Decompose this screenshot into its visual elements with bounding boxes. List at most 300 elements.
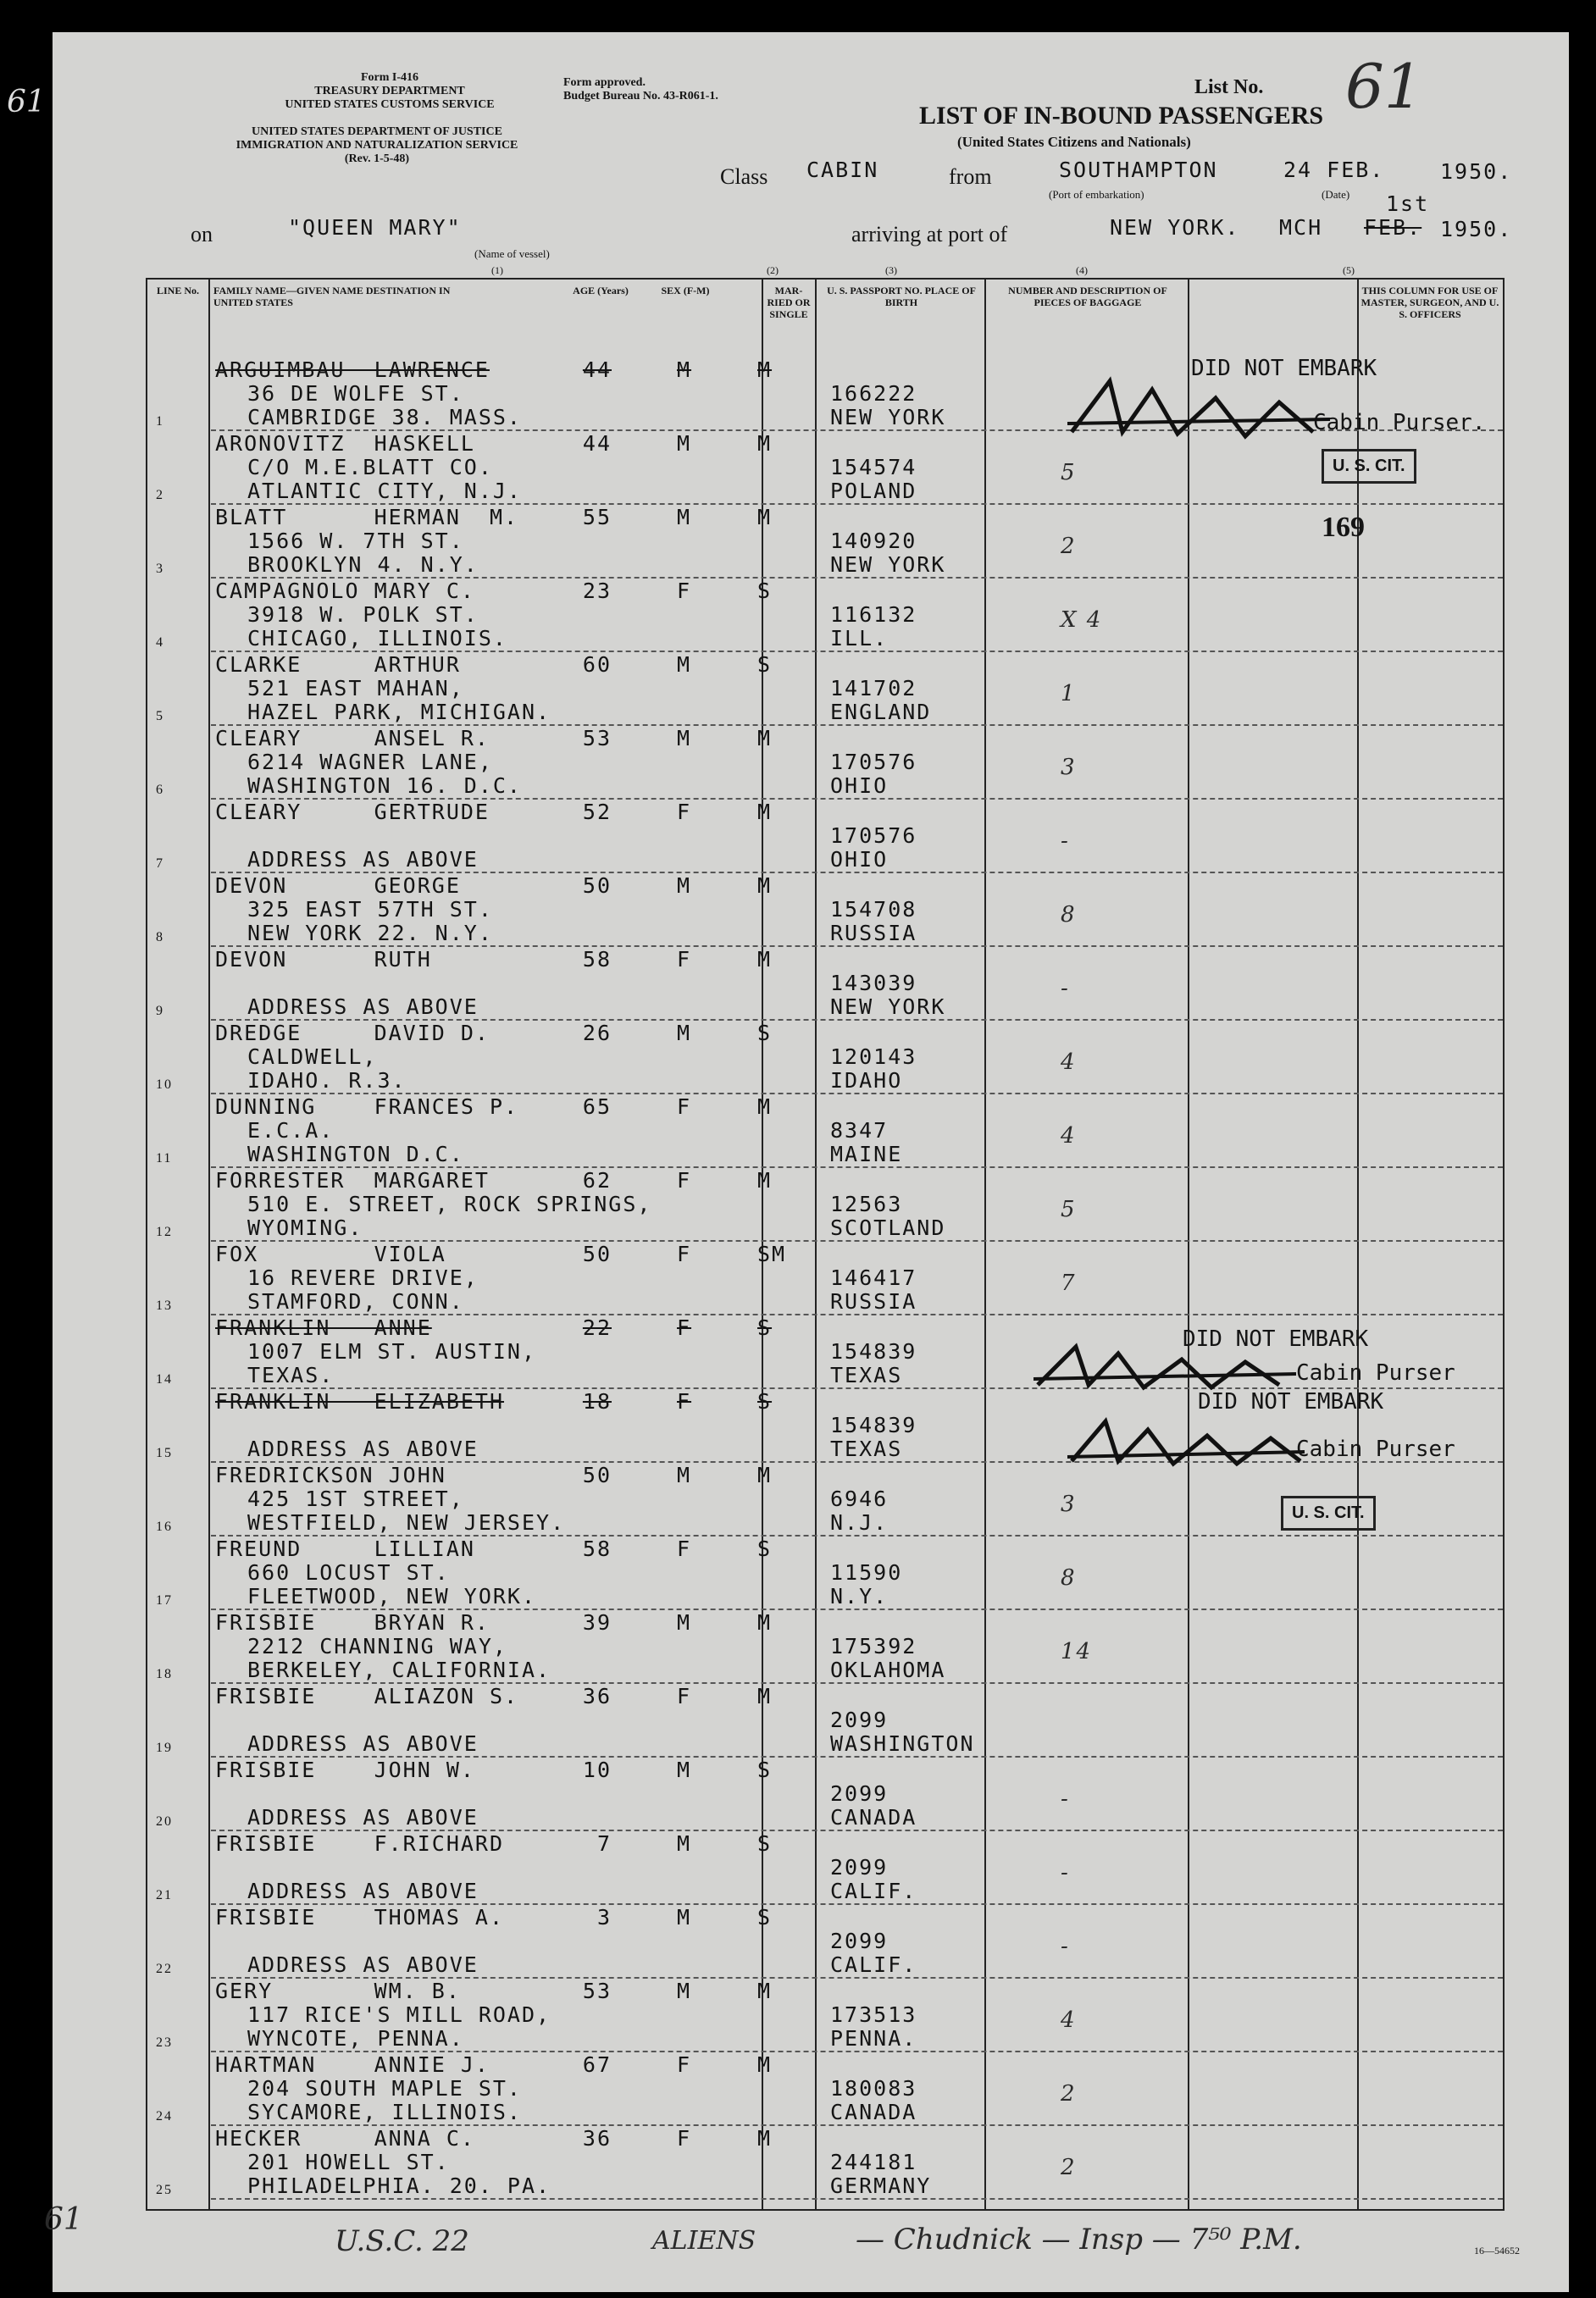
address-line-2: ATLANTIC CITY, N.J. — [247, 479, 522, 503]
passenger-age: 52 — [582, 800, 612, 824]
passenger-age: 23 — [582, 579, 612, 603]
line-number: 23 — [156, 2035, 173, 2050]
page-subtitle: (United States Citizens and Nationals) — [957, 134, 1191, 150]
line-number: 13 — [156, 1299, 173, 1313]
passenger-age: 50 — [582, 873, 612, 898]
baggage-count: 8 — [1061, 902, 1077, 928]
justice-block — [191, 125, 563, 166]
place-of-birth: OKLAHOMA — [830, 1658, 946, 1682]
baggage-count: 4 — [1061, 1123, 1077, 1149]
arrival-year-value: 1950. — [1440, 217, 1513, 241]
passenger-name: CLEARY ANSEL R. — [215, 726, 490, 750]
baggage-count: 2 — [1061, 2155, 1077, 2180]
address-line-2: PHILADELPHIA. 20. PA. — [247, 2173, 551, 2198]
passenger-sex: F — [677, 1315, 692, 1340]
ins-label: IMMIGRATION AND NATURALIZATION SERVICE — [236, 139, 518, 152]
baggage-count: 5 — [1061, 1197, 1077, 1222]
passenger-sex: M — [677, 431, 692, 456]
passenger-name: FREUND LILLIAN — [215, 1537, 475, 1561]
address-line-1: 521 EAST MAHAN, — [247, 676, 464, 700]
column-number-1: (1) — [491, 264, 503, 276]
purser-note: Cabin Purser — [1296, 1360, 1455, 1386]
passport-number: 143039 — [830, 971, 917, 995]
marital-status: S — [757, 1831, 773, 1856]
address-line-2: STAMFORD, CONN. — [247, 1289, 464, 1314]
marital-status: M — [757, 873, 773, 898]
baggage-count: - — [1061, 976, 1070, 1001]
marital-status: M — [757, 1094, 773, 1119]
baggage-count: 4 — [1061, 2007, 1077, 2033]
table-row — [147, 1168, 1503, 1242]
treasury-label: TREASURY DEPARTMENT — [314, 85, 465, 97]
marital-status: M — [757, 505, 773, 529]
passenger-name: BLATT HERMAN M. — [215, 505, 519, 529]
address-line-2: TEXAS. — [247, 1363, 335, 1387]
address-line-1: 16 REVERE DRIVE, — [247, 1265, 479, 1290]
marital-status: M — [757, 1979, 773, 2003]
line-number: 3 — [156, 562, 164, 576]
passport-number: 11590 — [830, 1560, 903, 1585]
marital-status: M — [757, 357, 773, 382]
table-row — [147, 579, 1503, 652]
marital-status: M — [757, 726, 773, 750]
table-row — [147, 1905, 1503, 1979]
line-number: 15 — [156, 1446, 173, 1460]
passenger-age: 26 — [582, 1021, 612, 1045]
line-number: 25 — [156, 2183, 173, 2197]
passenger-name: FOX VIOLA — [215, 1242, 446, 1266]
passenger-rows — [147, 357, 1503, 2204]
us-citizen-stamp: U. S. CIT. — [1281, 1496, 1376, 1531]
passport-number: 154574 — [830, 455, 917, 479]
line-number: 12 — [156, 1225, 173, 1239]
address-line-2: ADDRESS AS ABOVE — [247, 1805, 479, 1830]
passenger-sex: M — [677, 1021, 692, 1045]
marital-status: S — [757, 579, 773, 603]
line-number: 1 — [156, 414, 164, 429]
table-row — [147, 2052, 1503, 2126]
place-of-birth: MAINE — [830, 1142, 903, 1166]
passenger-age: 36 — [582, 2126, 612, 2151]
baggage-count: 2 — [1061, 534, 1077, 559]
header-married: MAR-RIED OR SINGLE — [767, 285, 811, 320]
signature-mark — [1059, 373, 1338, 449]
line-number: 10 — [156, 1077, 173, 1092]
passenger-name: DEVON GEORGE — [215, 873, 461, 898]
margin-note-bottom: 61 — [44, 2202, 83, 2237]
address-line-2: WASHINGTON 16. D.C. — [247, 773, 522, 798]
punch-hole — [8, 625, 49, 666]
punch-hole — [8, 1133, 49, 1174]
not-embarked-note: DID NOT EMBARK — [1183, 1326, 1369, 1352]
baggage-count: 1 — [1061, 681, 1077, 706]
passport-number: 154839 — [830, 1413, 917, 1437]
place-of-birth: CALIF. — [830, 1879, 917, 1903]
place-of-birth: N.Y. — [830, 1584, 889, 1609]
from-label: from — [949, 164, 992, 189]
punch-hole — [8, 2099, 49, 2140]
passenger-age: 44 — [582, 357, 612, 382]
passenger-name: FRISBIE THOMAS A. — [215, 1905, 505, 1930]
address-line-2: IDAHO. R.3. — [247, 1068, 407, 1093]
class-value: CABIN — [806, 158, 879, 182]
passenger-sex: M — [677, 505, 692, 529]
baggage-count: 3 — [1061, 1492, 1077, 1517]
table-row — [147, 1979, 1503, 2052]
table-row — [147, 1537, 1503, 1610]
header-family-name: FAMILY NAME—GIVEN NAME DESTINATION IN UNITED STATES — [213, 285, 451, 308]
table-row — [147, 1610, 1503, 1684]
signature-mark — [1059, 1415, 1313, 1474]
place-of-birth: SCOTLAND — [830, 1215, 946, 1240]
address-line-1: 201 HOWELL ST. — [247, 2150, 450, 2174]
address-line-2: WYOMING. — [247, 1215, 363, 1240]
passenger-age: 7 — [596, 1831, 612, 1856]
place-of-birth: NEW YORK — [830, 405, 946, 429]
arriving-label: arriving at port of — [851, 222, 1008, 246]
passport-number: 2099 — [830, 1929, 889, 1953]
passenger-table — [146, 278, 1505, 2211]
marital-status: M — [757, 800, 773, 824]
passenger-sex: F — [677, 1537, 692, 1561]
address-line-1: 3918 W. POLK ST. — [247, 602, 479, 627]
passport-number: 170576 — [830, 750, 917, 774]
passenger-sex: M — [677, 873, 692, 898]
address-line-2: WESTFIELD, NEW JERSEY. — [247, 1510, 566, 1535]
passenger-sex: F — [677, 947, 692, 972]
marital-status: S — [757, 1389, 773, 1414]
table-row — [147, 800, 1503, 873]
passenger-sex: F — [677, 2052, 692, 2077]
passenger-sex: M — [677, 1831, 692, 1856]
punch-hole — [8, 227, 49, 268]
place-of-birth: WASHINGTON — [830, 1731, 975, 1756]
passenger-name: CLARKE ARTHUR — [215, 652, 461, 677]
revision-label: (Rev. 1-5-48) — [344, 152, 410, 165]
footer-usc-count: U.S.C. 22 — [335, 2224, 469, 2258]
passport-number: 116132 — [830, 602, 917, 627]
customs-label: UNITED STATES CUSTOMS SERVICE — [285, 98, 495, 111]
address-line-1: 204 SOUTH MAPLE ST. — [247, 2076, 522, 2101]
header-sex: SEX (F-M) — [661, 285, 710, 296]
marital-status: S — [757, 1537, 773, 1561]
passenger-sex: M — [677, 1905, 692, 1930]
passenger-age: 44 — [582, 431, 612, 456]
vessel-caption: (Name of vessel) — [474, 247, 550, 260]
marital-status: S — [757, 652, 773, 677]
passenger-age: 60 — [582, 652, 612, 677]
passenger-age: 50 — [582, 1242, 612, 1266]
baggage-count: - — [1061, 1786, 1070, 1812]
passenger-sex: M — [677, 1463, 692, 1487]
marital-status: M — [757, 947, 773, 972]
passenger-name: FRISBIE BRYAN R. — [215, 1610, 490, 1635]
table-row — [147, 2126, 1503, 2200]
address-line-2: BERKELEY, CALIFORNIA. — [247, 1658, 551, 1682]
port-caption: (Port of embarkation) — [1049, 188, 1144, 201]
header-passport: U. S. PASSPORT NO. PLACE OF BIRTH — [827, 285, 976, 308]
passenger-sex: F — [677, 800, 692, 824]
justice-label: UNITED STATES DEPARTMENT OF JUSTICE — [252, 125, 502, 138]
place-of-birth: PENNA. — [830, 2026, 917, 2051]
address-line-1: 117 RICE'S MILL ROAD, — [247, 2002, 551, 2027]
passenger-age: 39 — [582, 1610, 612, 1635]
port-value: SOUTHAMPTON — [1059, 158, 1218, 182]
line-number: 19 — [156, 1741, 173, 1755]
line-number: 18 — [156, 1667, 173, 1681]
marital-status: M — [757, 2126, 773, 2151]
table-row — [147, 1021, 1503, 1094]
line-number: 22 — [156, 1962, 173, 1976]
passenger-age: 50 — [582, 1463, 612, 1487]
table-row — [147, 873, 1503, 947]
class-label: Class — [720, 164, 768, 189]
footer-inspector-signature: — Chudnick — Insp — 7⁵⁰ P.M. — [856, 2223, 1302, 2256]
arrival-correction: 1st — [1386, 191, 1430, 216]
address-line-1: 660 LOCUST ST. — [247, 1560, 450, 1585]
not-embarked-note: DID NOT EMBARK — [1198, 1389, 1384, 1415]
column-number-5: (5) — [1343, 264, 1355, 276]
header-age: AGE (Years) — [573, 285, 629, 296]
date-caption: (Date) — [1322, 188, 1350, 201]
passenger-sex: M — [677, 652, 692, 677]
form-agency-block — [280, 71, 500, 112]
row-divider — [211, 2198, 1503, 2200]
place-of-birth: OHIO — [830, 773, 889, 798]
passport-number: 173513 — [830, 2002, 917, 2027]
place-of-birth: IDAHO — [830, 1068, 903, 1093]
passenger-age: 67 — [582, 2052, 612, 2077]
passenger-age: 10 — [582, 1758, 612, 1782]
passenger-name: DEVON RUTH — [215, 947, 432, 972]
passenger-name: DREDGE DAVID D. — [215, 1021, 490, 1045]
passenger-age: 65 — [582, 1094, 612, 1119]
marital-status: M — [757, 1463, 773, 1487]
line-number: 5 — [156, 709, 164, 723]
table-row — [147, 505, 1503, 579]
passenger-age: 18 — [582, 1389, 612, 1414]
address-line-1: 6214 WAGNER LANE, — [247, 750, 493, 774]
baggage-count: - — [1061, 1860, 1070, 1885]
passenger-name: FREDRICKSON JOHN — [215, 1463, 446, 1487]
place-of-birth: RUSSIA — [830, 1289, 917, 1314]
baggage-count: 4 — [1061, 1049, 1077, 1075]
baggage-count: - — [1061, 828, 1070, 854]
place-of-birth: TEXAS — [830, 1437, 903, 1461]
passenger-name: CAMPAGNOLO MARY C. — [215, 579, 475, 603]
address-line-2: WYNCOTE, PENNA. — [247, 2026, 464, 2051]
address-line-2: HAZEL PARK, MICHIGAN. — [247, 700, 551, 724]
line-number: 2 — [156, 488, 164, 502]
header-officers: THIS COLUMN FOR USE OF MASTER, SURGEON, AND U. S. OFFICERS — [1360, 285, 1499, 320]
address-line-2: CAMBRIDGE 38. MASS. — [247, 405, 522, 429]
passport-number: 180083 — [830, 2076, 917, 2101]
address-line-2: CHICAGO, ILLINOIS. — [247, 626, 507, 651]
passenger-age: 53 — [582, 1979, 612, 2003]
table-row — [147, 1242, 1503, 1315]
approval-block — [563, 76, 718, 103]
passenger-count: 169 — [1322, 512, 1365, 543]
passenger-age: 62 — [582, 1168, 612, 1193]
passport-number: 154839 — [830, 1339, 917, 1364]
header-line-no: LINE No. — [156, 285, 199, 296]
header-baggage: NUMBER AND DESCRIPTION OF PIECES OF BAGGAGE — [1008, 285, 1167, 308]
place-of-birth: CALIF. — [830, 1952, 917, 1977]
address-line-2: ADDRESS AS ABOVE — [247, 1731, 479, 1756]
passport-number: 141702 — [830, 676, 917, 700]
baggage-count: - — [1061, 1934, 1070, 1959]
passport-number: 175392 — [830, 1634, 917, 1658]
punch-hole — [8, 1625, 49, 1665]
baggage-count: 2 — [1061, 2081, 1077, 2107]
passenger-name: FRISBIE F.RICHARD — [215, 1831, 505, 1856]
passenger-sex: F — [677, 1168, 692, 1193]
passenger-age: 36 — [582, 1684, 612, 1708]
table-row — [147, 1684, 1503, 1758]
table-row — [147, 1758, 1503, 1831]
address-line-1: 1566 W. 7TH ST. — [247, 529, 464, 553]
address-line-1: 510 E. STREET, ROCK SPRINGS, — [247, 1192, 652, 1216]
baggage-count: 14 — [1061, 1639, 1093, 1664]
line-number: 14 — [156, 1372, 173, 1387]
line-number: 9 — [156, 1004, 164, 1018]
table-row — [147, 947, 1503, 1021]
passport-number: 244181 — [830, 2150, 917, 2174]
signature-mark — [1025, 1338, 1305, 1398]
passenger-sex: M — [677, 726, 692, 750]
line-number: 24 — [156, 2109, 173, 2124]
passenger-sex: F — [677, 1684, 692, 1708]
passenger-name: HECKER ANNA C. — [215, 2126, 475, 2151]
table-row — [147, 1094, 1503, 1168]
passenger-sex: F — [677, 2126, 692, 2151]
passport-number: 146417 — [830, 1265, 917, 1290]
baggage-count: 5 — [1061, 460, 1077, 485]
baggage-count: 7 — [1061, 1271, 1077, 1296]
passport-number: 8347 — [830, 1118, 889, 1143]
place-of-birth: RUSSIA — [830, 921, 917, 945]
arrival-port-value: NEW YORK. — [1110, 215, 1240, 240]
line-number: 11 — [156, 1151, 173, 1166]
line-number: 16 — [156, 1520, 173, 1534]
passenger-name: DUNNING FRANCES P. — [215, 1094, 519, 1119]
passport-number: 2099 — [830, 1708, 889, 1732]
place-of-birth: CANADA — [830, 1805, 917, 1830]
marital-status: S — [757, 1758, 773, 1782]
purser-note: Cabin Purser. — [1313, 410, 1486, 435]
column-number-3: (3) — [885, 264, 897, 276]
not-embarked-note: DID NOT EMBARK — [1191, 356, 1377, 381]
punch-hole — [8, 422, 49, 462]
page-title: LIST OF IN-BOUND PASSENGERS — [919, 102, 1324, 130]
table-row — [147, 1831, 1503, 1905]
place-of-birth: NEW YORK — [830, 552, 946, 577]
footer-aliens: ALIENS — [652, 2226, 756, 2256]
passenger-name: FRANKLIN ANNE — [215, 1315, 432, 1340]
passenger-age: 53 — [582, 726, 612, 750]
address-line-2: ADDRESS AS ABOVE — [247, 1952, 479, 1977]
marital-status: S — [757, 1315, 773, 1340]
passport-number: 2099 — [830, 1781, 889, 1806]
passenger-age: 58 — [582, 947, 612, 972]
place-of-birth: TEXAS — [830, 1363, 903, 1387]
us-citizen-stamp: U. S. CIT. — [1322, 449, 1416, 484]
passenger-name: ARGUIMBAU LAWRENCE — [215, 357, 490, 382]
address-line-2: BROOKLYN 4. N.Y. — [247, 552, 479, 577]
marital-status: S — [757, 1905, 773, 1930]
passenger-sex: M — [677, 1979, 692, 2003]
passenger-age: 55 — [582, 505, 612, 529]
passenger-name: GERY WM. B. — [215, 1979, 461, 2003]
list-no-value: 61 — [1345, 51, 1423, 122]
line-number: 21 — [156, 1888, 173, 1902]
passport-number: 170576 — [830, 823, 917, 848]
address-line-2: FLEETWOOD, NEW YORK. — [247, 1584, 537, 1609]
column-number-2: (2) — [767, 264, 779, 276]
address-line-2: ADDRESS AS ABOVE — [247, 1879, 479, 1903]
column-number-4: (4) — [1076, 264, 1088, 276]
passenger-name: FRISBIE ALIAZON S. — [215, 1684, 519, 1708]
address-line-2: ADDRESS AS ABOVE — [247, 994, 479, 1019]
place-of-birth: NEW YORK — [830, 994, 946, 1019]
address-line-2: ADDRESS AS ABOVE — [247, 847, 479, 872]
passenger-name: FRANKLIN ELIZABETH — [215, 1389, 505, 1414]
address-line-1: 2212 CHANNING WAY, — [247, 1634, 507, 1658]
address-line-1: 36 DE WOLFE ST. — [247, 381, 464, 406]
table-row — [147, 726, 1503, 800]
list-no-label: List No. — [1194, 76, 1264, 98]
passport-number: 12563 — [830, 1192, 903, 1216]
address-line-2: NEW YORK 22. N.Y. — [247, 921, 493, 945]
passenger-sex: F — [677, 1389, 692, 1414]
line-number: 20 — [156, 1814, 173, 1829]
purser-note: Cabin Purser — [1296, 1437, 1455, 1462]
budget-label: Budget Bureau No. 43-R061-1. — [563, 90, 718, 102]
place-of-birth: ENGLAND — [830, 700, 932, 724]
marital-status: S — [757, 1021, 773, 1045]
passenger-name: ARONOVITZ HASKELL — [215, 431, 475, 456]
passenger-name: CLEARY GERTRUDE — [215, 800, 490, 824]
address-line-2: ADDRESS AS ABOVE — [247, 1437, 479, 1461]
arrival-date-value: MCH — [1279, 215, 1323, 240]
passenger-age: 22 — [582, 1315, 612, 1340]
passenger-age: 58 — [582, 1537, 612, 1561]
passenger-sex: F — [677, 579, 692, 603]
passport-number: 6946 — [830, 1487, 889, 1511]
passport-number: 120143 — [830, 1044, 917, 1069]
passenger-age: 3 — [596, 1905, 612, 1930]
passenger-name: FRISBIE JOHN W. — [215, 1758, 475, 1782]
address-line-1: 425 1ST STREET, — [247, 1487, 464, 1511]
baggage-count: 8 — [1061, 1565, 1077, 1591]
marital-status: M — [757, 1610, 773, 1635]
margin-note-top: 61 — [7, 85, 46, 119]
marital-status: M — [757, 431, 773, 456]
place-of-birth: POLAND — [830, 479, 917, 503]
year-value: 1950. — [1440, 159, 1513, 184]
table-row — [147, 652, 1503, 726]
form-number: Form I-416 — [360, 71, 419, 84]
marital-status: M — [757, 1168, 773, 1193]
passenger-name: FORRESTER MARGARET — [215, 1168, 490, 1193]
line-number: 7 — [156, 856, 164, 871]
passenger-sex: F — [677, 1094, 692, 1119]
arrival-struck-month: FEB. — [1364, 215, 1422, 240]
place-of-birth: GERMANY — [830, 2173, 932, 2198]
marital-status: SM — [757, 1242, 787, 1266]
date-value: 24 FEB. — [1283, 158, 1385, 182]
vessel-value: "QUEEN MARY" — [288, 215, 462, 240]
